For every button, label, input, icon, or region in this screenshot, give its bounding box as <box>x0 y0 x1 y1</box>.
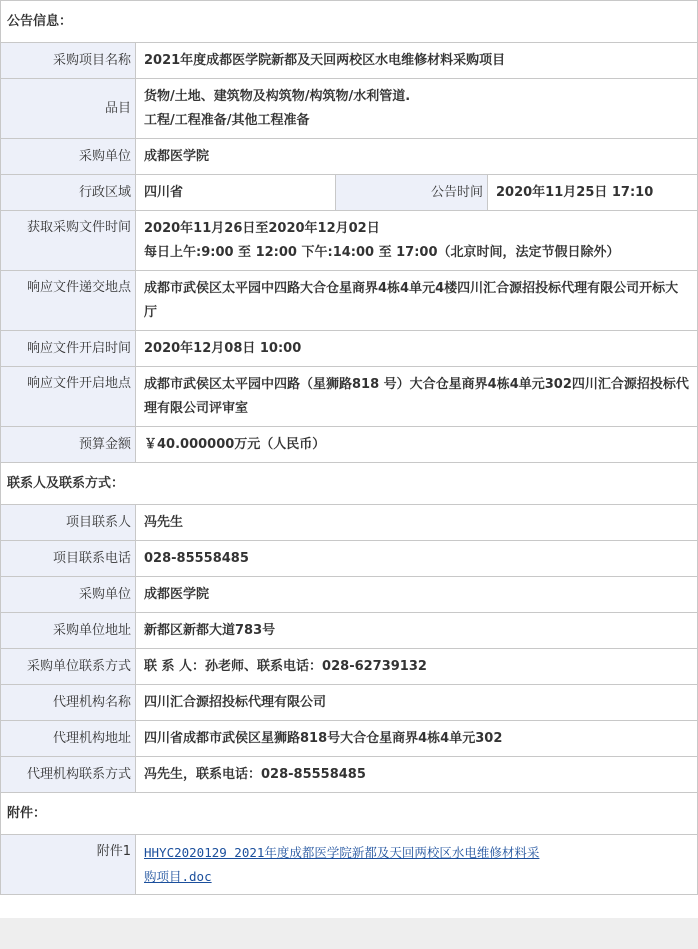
row-project-phone <box>1 541 698 577</box>
section-row-announcement <box>1 1 698 43</box>
row-contact-buyer <box>1 577 698 613</box>
label-category: 品目 <box>1 79 136 139</box>
label-agency-contact: 代理机构联系方式 <box>1 757 136 793</box>
label-publish-time: 公告时间 <box>336 175 488 211</box>
value-attachment-1 <box>136 835 698 895</box>
label-submit-place: 响应文件递交地点 <box>1 271 136 331</box>
attachment-link-line-1: HHYC2020129 2021年度成都医学院新都及天回两校区水电维修材料采 <box>144 844 540 860</box>
label-region: 行政区域 <box>1 175 136 211</box>
doc-time-line-1: 2020年11月26日至2020年12月02日 <box>144 220 380 236</box>
row-buyer <box>1 139 698 175</box>
value-project-phone: 028-85558485 <box>136 541 698 577</box>
value-budget: ￥40.000000万元（人民币） <box>136 427 698 463</box>
value-region: 四川省 <box>136 175 336 211</box>
row-buyer-address <box>1 613 698 649</box>
label-agency-address: 代理机构地址 <box>1 721 136 757</box>
value-buyer-address: 新都区新都大道783号 <box>136 613 698 649</box>
label-project-name: 采购项目名称 <box>1 43 136 79</box>
value-buyer: 成都医学院 <box>136 139 698 175</box>
label-buyer-address: 采购单位地址 <box>1 613 136 649</box>
row-category <box>1 79 698 139</box>
value-project-contact: 冯先生 <box>136 505 698 541</box>
label-agency: 代理机构名称 <box>1 685 136 721</box>
value-buyer-contact: 联 系 人：孙老师、联系电话：028-62739132 <box>136 649 698 685</box>
row-open-time <box>1 331 698 367</box>
label-doc-time: 获取采购文件时间 <box>1 211 136 271</box>
row-doc-time <box>1 211 698 271</box>
label-open-time: 响应文件开启时间 <box>1 331 136 367</box>
label-budget: 预算金额 <box>1 427 136 463</box>
section-title-contacts: 联系人及联系方式： <box>1 463 698 505</box>
section-row-attachments <box>1 793 698 835</box>
row-agency-address <box>1 721 698 757</box>
attachment-file-link[interactable] <box>144 841 689 889</box>
row-buyer-contact <box>1 649 698 685</box>
value-doc-time <box>136 211 698 271</box>
row-open-place <box>1 367 698 427</box>
value-agency: 四川汇合源招投标代理有限公司 <box>136 685 698 721</box>
row-project-contact <box>1 505 698 541</box>
category-line-1: 货物/土地、建筑物及构筑物/构筑物/水利管道. <box>144 88 411 104</box>
row-region-publish <box>1 175 698 211</box>
value-open-place: 成都市武侯区太平园中四路（星狮路818 号）大合仓星商界4栋4单元302四川汇合源招投标代理有限公司评审室 <box>136 367 698 427</box>
label-project-contact: 项目联系人 <box>1 505 136 541</box>
value-category <box>136 79 698 139</box>
label-attachment-1: 附件1 <box>1 835 136 895</box>
value-project-name: 2021年度成都医学院新都及天回两校区水电维修材料采购项目 <box>136 43 698 79</box>
doc-time-line-2: 每日上午:9:00 至 12:00 下午:14:00 至 17:00（北京时间，法定节假日除外） <box>144 244 620 260</box>
category-line-2: 工程/工程准备/其他工程准备 <box>144 112 310 128</box>
section-title-announcement: 公告信息： <box>1 1 698 43</box>
page-footer-band <box>0 918 698 949</box>
row-agency <box>1 685 698 721</box>
section-row-contacts <box>1 463 698 505</box>
label-contact-buyer: 采购单位 <box>1 577 136 613</box>
label-project-phone: 项目联系电话 <box>1 541 136 577</box>
label-open-place: 响应文件开启地点 <box>1 367 136 427</box>
row-budget <box>1 427 698 463</box>
value-publish-time: 2020年11月25日 17:10 <box>488 175 698 211</box>
value-agency-address: 四川省成都市武侯区星狮路818号大合仓星商界4栋4单元302 <box>136 721 698 757</box>
label-buyer: 采购单位 <box>1 139 136 175</box>
row-attachment-1 <box>1 835 698 895</box>
row-project-name <box>1 43 698 79</box>
row-agency-contact <box>1 757 698 793</box>
row-submit-place <box>1 271 698 331</box>
attachment-link-line-2: 购项目.doc <box>144 868 212 884</box>
value-open-time: 2020年12月08日 10:00 <box>136 331 698 367</box>
section-title-attachments: 附件： <box>1 793 698 835</box>
value-agency-contact: 冯先生，联系电话：028-85558485 <box>136 757 698 793</box>
value-submit-place: 成都市武侯区太平园中四路大合仓星商界4栋4单元4楼四川汇合源招投标代理有限公司开标大厅 <box>136 271 698 331</box>
value-contact-buyer: 成都医学院 <box>136 577 698 613</box>
label-buyer-contact: 采购单位联系方式 <box>1 649 136 685</box>
